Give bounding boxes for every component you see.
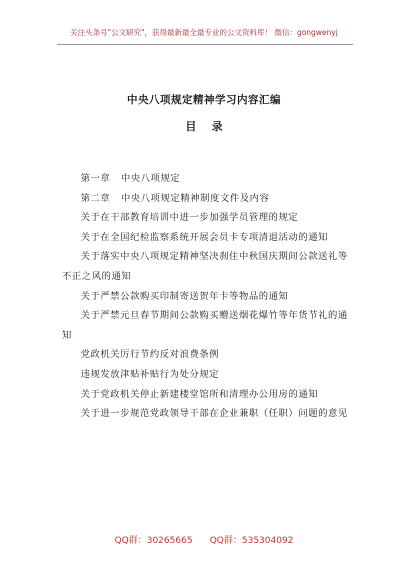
toc-item: 关于严禁元旦春节期间公款购买赠送烟花爆竹等年货节礼的通知: [62, 310, 348, 341]
toc-item: 关于落实中央八项规定精神坚决刹住中秋国庆期间公款送礼等不正之风的通知: [62, 251, 348, 282]
header-promo-note: 关注头条号"公文研究"，获得最新最全最专业的公文资料库！ 微信：gongwenyj: [70, 28, 338, 37]
toc-heading: 目 录: [185, 120, 223, 133]
header-divider: [57, 44, 353, 45]
toc-item: 关于在全国纪检监察系统开展会员卡专项清退活动的通知: [80, 231, 329, 243]
toc-item: 关于严禁公款购买印制寄送贺年卡等物品的通知: [80, 290, 289, 302]
toc-item: 第二章 中央八项规定精神制度文件及内容: [80, 192, 270, 204]
toc-item: 关于进一步规范党政领导干部在企业兼职（任职）问题的意见: [80, 408, 348, 420]
toc-item: 关于在干部教育培训中进一步加强学员管理的规定: [80, 212, 299, 224]
footer-qq-groups: QQ群：30265665 QQ群：535304092: [114, 536, 294, 546]
toc-item: 第一章 中央八项规定: [80, 173, 181, 184]
toc-item: 违规发放津贴补贴行为处分规定: [80, 368, 220, 380]
table-of-contents: [62, 169, 348, 424]
document-title: 中央八项规定精神学习内容汇编: [127, 94, 281, 106]
toc-item: 党政机关厉行节约反对浪费条例: [80, 349, 220, 361]
toc-item: 关于党政机关停止新建楼堂馆所和清理办公用房的通知: [80, 388, 319, 400]
